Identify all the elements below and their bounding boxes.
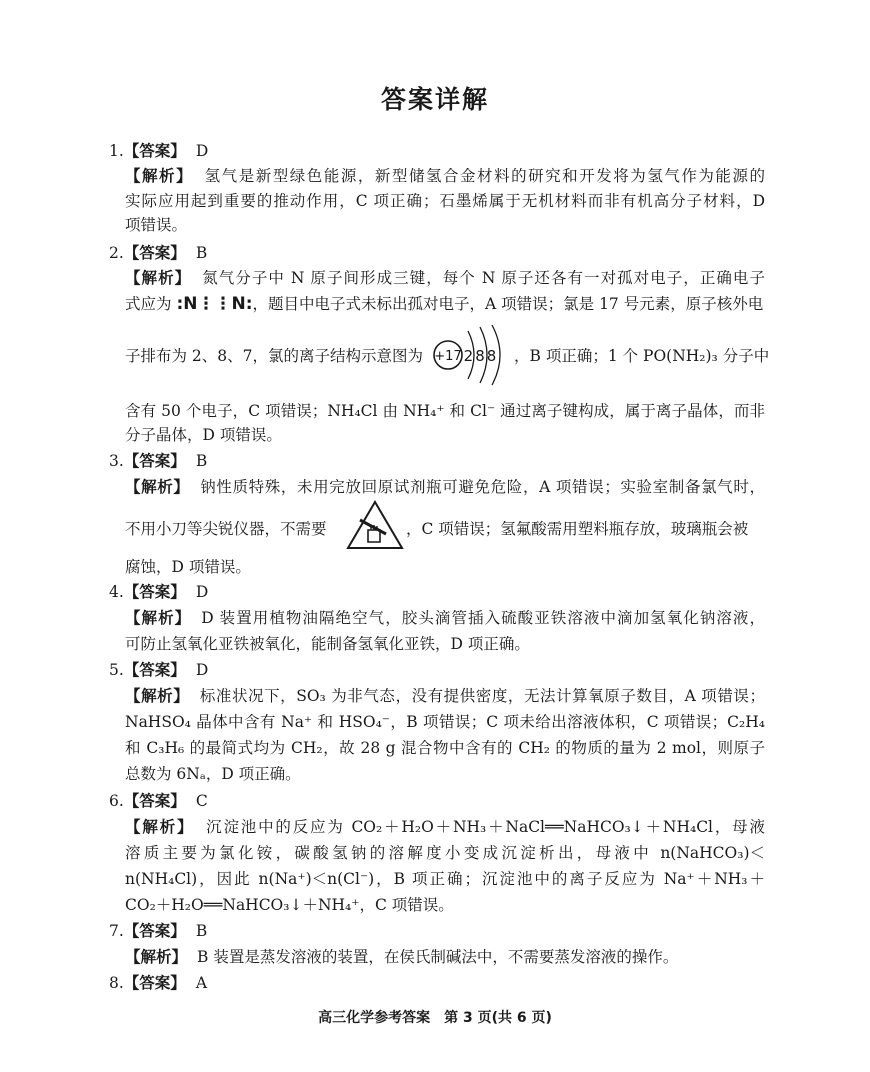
q4-analysis-line-1 xyxy=(125,608,765,628)
q2-number: 2. xyxy=(109,244,124,262)
page-footer: 高三化学参考答案 第 3 页(共 6 页) xyxy=(318,1010,552,1026)
analysis-label: 【解析】 xyxy=(125,818,195,836)
analysis-label: 【解析】 xyxy=(125,687,190,705)
q4-answer: D xyxy=(195,583,209,601)
q5-answer-row xyxy=(109,660,208,680)
answer-label: 【答案】 xyxy=(123,244,186,262)
analysis-label: 【解析】 xyxy=(125,478,190,496)
q7-analysis-text: B 装置是蒸发溶液的装置，在侯氏制碱法中，不需要蒸发溶液的操作。 xyxy=(197,948,679,966)
q2-analysis-text: 氮气分子中 N 原子间形成三键，每个 N 原子还各有一对孤对电子，正确电子 xyxy=(201,269,765,287)
q2-analysis-line-3b: ，B 项正确；1 个 PO(NH₂)₃ 分子中 xyxy=(514,347,770,365)
q6-analysis-text: 沉淀池中的反应为 CO₂＋H₂O＋NH₃＋NaCl══NaHCO₃↓＋NH₄Cl，母液 xyxy=(204,818,765,836)
q2-text: 子排布为 2、8、7，氯的离子结构示意图为 xyxy=(125,347,424,365)
q8-number: 8. xyxy=(109,974,124,992)
q1-answer: D xyxy=(195,142,209,160)
q6-analysis-line-2: 溶质主要为氯化铵，碳酸氢钠的溶解度小变成沉淀析出，母液中 n(NaHCO₃)＜ xyxy=(125,844,765,862)
chloride-ion-diagram xyxy=(430,323,514,387)
q1-number: 1. xyxy=(109,142,124,160)
q1-analysis-line-2: 实际应用起到重要的推动作用，C 项正确；石墨烯属于无机材料而非有机高分子材料，D xyxy=(125,192,765,210)
q5-number: 5. xyxy=(109,661,124,679)
q4-analysis-line-2: 可防止氢氧化亚铁被氧化，能制备氢氧化亚铁，D 项正确。 xyxy=(125,635,530,653)
analysis-label: 【解析】 xyxy=(125,269,192,287)
q6-number: 6. xyxy=(109,792,124,810)
answer-label: 【答案】 xyxy=(123,142,186,160)
page-title: 答案详解 xyxy=(380,85,489,114)
q2-answer-row xyxy=(109,243,207,263)
q1-analysis-text: 氢气是新型绿色能源，新型储氢合金材料的研究和开发将为氢气作为能源的 xyxy=(203,167,765,185)
q3-answer: B xyxy=(195,452,208,470)
q2-text: 式应为 xyxy=(125,295,172,313)
q2-analysis-line-5: 分子晶体，D 项错误。 xyxy=(125,426,282,444)
q3-analysis-line-2a: 不用小刀等尖锐仪器，不需要 xyxy=(125,520,327,538)
q5-answer: D xyxy=(195,661,209,679)
q5-analysis-line-1 xyxy=(125,686,765,706)
q4-number: 4. xyxy=(109,583,124,601)
electron-shells: 288 xyxy=(463,347,499,365)
q1-analysis-line-1 xyxy=(125,166,765,186)
q5-analysis-line-4: 总数为 6Nₐ，D 项正确。 xyxy=(125,765,301,783)
nucleus-charge: +17 xyxy=(434,349,462,364)
q3-analysis-text: 钠性质特殊，未用完放回原试剂瓶可避免危险，A 项错误；实验室制备氯气时， xyxy=(199,478,765,496)
q3-analysis-line-2b: ，C 项错误；氢氟酸需用塑料瓶存放，玻璃瓶会被 xyxy=(406,520,749,538)
q6-analysis-line-1 xyxy=(125,817,765,837)
q5-analysis-line-2: NaHSO₄ 晶体中含有 Na⁺ 和 HSO₄⁻，B 项错误；C 项未给出溶液体积，C 项错误；C₂H₄ xyxy=(125,713,765,731)
q4-answer-row xyxy=(109,582,208,602)
hazard-triangle xyxy=(348,502,402,548)
q3-number: 3. xyxy=(109,452,124,470)
answer-label: 【答案】 xyxy=(123,922,186,940)
analysis-label: 【解析】 xyxy=(125,609,192,627)
q8-answer: A xyxy=(195,974,208,992)
q6-answer: C xyxy=(195,792,208,810)
q2-analysis-line-1 xyxy=(125,268,765,288)
q2-analysis-line-3 xyxy=(125,346,423,366)
answer-label: 【答案】 xyxy=(123,974,186,992)
q2-analysis-line-4: 含有 50 个电子，C 项错误；NH₄Cl 由 NH₄⁺ 和 Cl⁻ 通过离子键构成，属于离子晶体，而非 xyxy=(125,402,765,420)
analysis-label: 【解析】 xyxy=(125,167,194,185)
q8-answer-row xyxy=(109,973,207,993)
q2-analysis-line-2 xyxy=(125,294,763,314)
q1-answer-row xyxy=(109,141,208,161)
q6-analysis-line-4: CO₂＋H₂O══NaHCO₃↓＋NH₄⁺，C 项错误。 xyxy=(125,896,454,914)
q6-analysis-line-3: n(NH₄Cl)，因此 n(Na⁺)＜n(Cl⁻)，B 项正确；沉淀池中的离子反应为 Na⁺＋NH₃＋ xyxy=(125,870,765,888)
q7-answer: B xyxy=(195,922,208,940)
sharp-object-hazard-icon xyxy=(346,500,404,550)
q3-analysis-line-3: 腐蚀，D 项错误。 xyxy=(125,558,251,576)
q7-answer-row xyxy=(109,921,207,941)
hand-shape xyxy=(368,530,380,542)
q7-analysis-line-1 xyxy=(125,947,678,967)
q3-answer-row xyxy=(109,451,207,471)
q5-analysis-line-3: 和 C₃H₆ 的最简式均为 CH₂，故 28 g 混合物中含有的 CH₂ 的物质的量为 2 mol，则原子 xyxy=(125,739,765,757)
q6-answer-row xyxy=(109,791,208,811)
q1-analysis-line-3: 项错误。 xyxy=(125,216,188,234)
q7-number: 7. xyxy=(109,922,124,940)
n2-lewis-structure: :N⋮⋮N: xyxy=(176,294,253,314)
answer-label: 【答案】 xyxy=(123,792,186,810)
q3-analysis-line-1 xyxy=(125,477,765,497)
analysis-label: 【解析】 xyxy=(125,948,188,966)
blade-shape xyxy=(360,520,386,534)
answer-label: 【答案】 xyxy=(123,583,186,601)
answer-label: 【答案】 xyxy=(123,661,186,679)
q4-analysis-text: D 装置用植物油隔绝空气，胶头滴管插入硫酸亚铁溶液中滴加氢氧化钠溶液， xyxy=(201,609,765,627)
q2-text: ，题目中电子式未标出孤对电子，A 项错误；氯是 17 号元素，原子核外电 xyxy=(252,295,764,313)
q2-answer: B xyxy=(195,244,208,262)
q5-analysis-text: 标准状况下，SO₃ 为非气态，没有提供密度，无法计算氧原子数目，A 项错误； xyxy=(199,687,765,705)
answer-label: 【答案】 xyxy=(123,452,186,470)
